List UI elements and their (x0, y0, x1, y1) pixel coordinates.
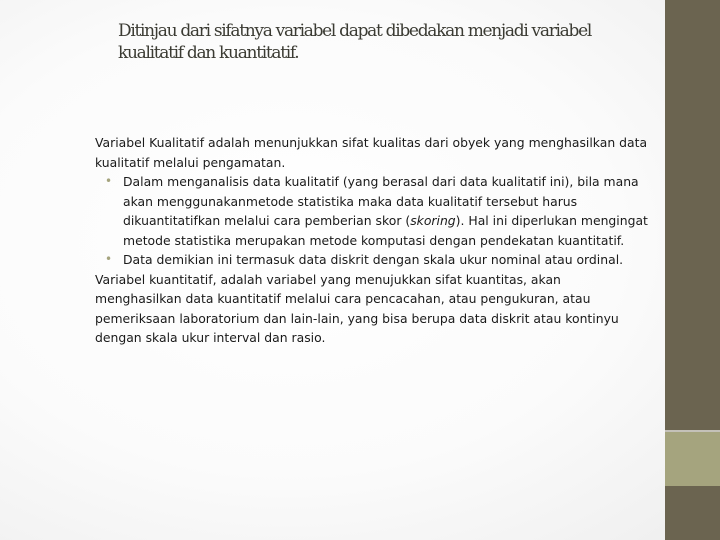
paragraph-kualitatif: Variabel Kualitatif adalah menunjukkan sifat kualitas dari obyek yang menghasilkan data kualitatif melalui pengamatan. (95, 135, 648, 170)
bullet-item (95, 250, 650, 270)
bullet-icon: • (105, 252, 113, 266)
bullet-list (95, 172, 650, 270)
sidebar-block-top (665, 0, 720, 432)
slide-title: Ditinjau dari sifatnya variabel dapat dibedakan menjadi variabel kualitatif dan kuantitatif. (118, 21, 591, 63)
slide-body (95, 133, 650, 348)
sidebar-block-bottom (665, 486, 720, 540)
bullet-icon: • (105, 174, 113, 188)
paragraph-kuantitatif: Variabel kuantitatif, adalah variabel yang menujukkan sifat kuantitas, akan menghasilkan data kuantitatif melalui cara pencacahan, atau pengukuran, atau pemeriksaan laboratorium dan lain-lain, yang bisa berupa data diskrit atau kontinyu dengan skala ukur interval dan rasio. (95, 271, 619, 345)
sidebar-block-accent (665, 432, 720, 486)
bullet-item (95, 172, 650, 250)
bullet-text: ). Hal ini diperlukan mengingat metode statistika merupakan metode komputasi dengan pendekatan kuantitatif. (123, 213, 648, 248)
decorative-sidebar (665, 0, 720, 540)
bullet-italic-term: skoring (410, 213, 456, 228)
bullet-text: Data demikian ini termasuk data diskrit dengan skala ukur nominal atau ordinal. (123, 252, 624, 267)
bullet-text: Dalam menganalisis data kualitatif (yang berasal dari data kualitatif ini), bila mana akan menggunakanmetode statistika maka data kualitatif tersebut harus dikuantitatifkan melalui cara pemberian skor ( (123, 174, 639, 228)
